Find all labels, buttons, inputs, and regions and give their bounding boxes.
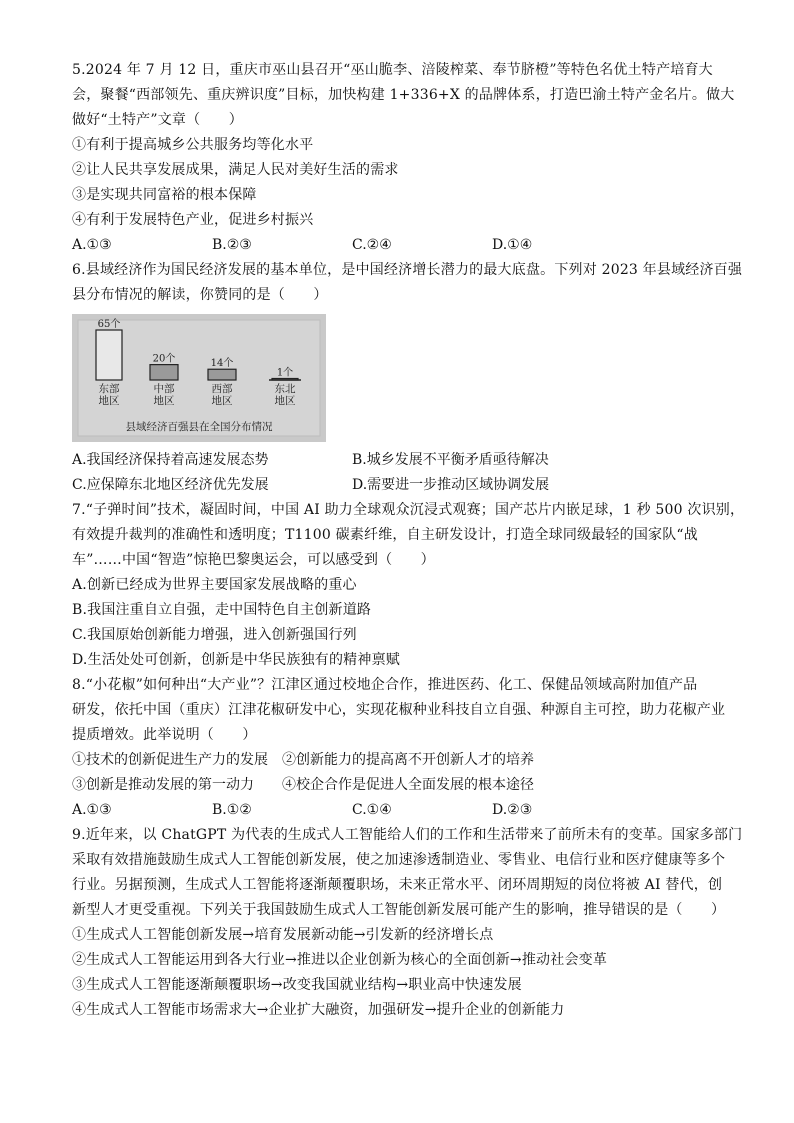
chart-category-label: 东北 xyxy=(274,383,296,395)
chart-category-label: 东部 xyxy=(98,383,120,395)
chart-bar xyxy=(150,365,178,380)
q9-item: ③生成式人工智能逐渐颠覆职场→改变我国就业结构→职业高中快速发展 xyxy=(72,977,522,993)
q8-stem-line: 提质增效。此举说明（ ） xyxy=(72,727,257,743)
county-distribution-chart xyxy=(72,314,326,442)
chart-bar xyxy=(96,330,122,380)
chart-bar xyxy=(208,369,236,380)
q5-option-b: B.②③ xyxy=(212,237,252,253)
q8-stem-line: 8.“小花椒”如何种出“大产业”？江津区通过校地企合作，推进医药、化工、保健品领域高附加值产品 xyxy=(72,677,698,693)
q8-item: ②创新能力的提高离不开创新人才的培养 xyxy=(282,752,534,768)
q9-stem-line: 行业。另据预测，生成式人工智能将逐渐颠覆职场，未来正常水平、闭环周期短的岗位将被 AI 替代，创 xyxy=(72,877,723,893)
q6-stem-line: 6.县域经济作为国民经济发展的基本单位，是中国经济增长潜力的最大底盘。下列对 2023 年县域经济百强 xyxy=(72,262,743,278)
chart-title: 县域经济百强县在全国分布情况 xyxy=(125,421,273,433)
chart-category-label: 地区 xyxy=(274,395,296,407)
q8-option-d: D.②③ xyxy=(492,802,533,818)
q7-option-c: C.我国原始创新能力增强，进入创新强国行列 xyxy=(72,627,357,643)
q5-item: ①有利于提高城乡公共服务均等化水平 xyxy=(72,137,314,153)
q5-item: ④有利于发展特色产业，促进乡村振兴 xyxy=(72,212,314,228)
q5-stem-line: 做好“土特产”文章（ ） xyxy=(72,112,243,128)
chart-value-label: 1个 xyxy=(276,367,294,379)
q6-option-d: D.需要进一步推动区域协调发展 xyxy=(352,477,550,493)
q6-stem-line: 县分布情况的解读，你赞同的是（ ） xyxy=(72,287,328,303)
q6-option-c: C.应保障东北地区经济优先发展 xyxy=(72,477,269,493)
question-9 xyxy=(72,823,743,1023)
q9-item: ④生成式人工智能市场需求大→企业扩大融资，加强研发→提升企业的创新能力 xyxy=(72,1002,565,1018)
q8-item: ④校企合作是促进人全面发展的根本途径 xyxy=(282,777,534,793)
q7-option-b: B.我国注重自立自强，走中国特色自主创新道路 xyxy=(72,602,372,618)
question-6 xyxy=(72,258,743,498)
q5-option-c: C.②④ xyxy=(352,237,392,253)
q6-options-row-1 xyxy=(72,448,722,473)
q5-options xyxy=(72,233,722,258)
q8-option-c: C.①④ xyxy=(352,802,392,818)
q7-stem-line: 有效提升裁判的准确性和透明度；T1100 碳素纤维，自主研发设计，打造全球同级最轻的国家队“战 xyxy=(72,527,698,543)
q5-item: ②让人民共享发展成果，满足人民对美好生活的需求 xyxy=(72,162,399,178)
q5-option-a: A.①③ xyxy=(72,237,112,253)
chart-category-label: 中部 xyxy=(153,383,175,395)
question-7 xyxy=(72,498,745,673)
chart-category-label: 地区 xyxy=(211,395,233,407)
q7-option-a: A.创新已经成为世界主要国家发展战略的重心 xyxy=(72,577,357,593)
q9-item: ②生成式人工智能运用到各大行业→推进以企业创新为核心的全面创新→推动社会变革 xyxy=(72,952,608,968)
q8-stem-line: 研发，依托中国（重庆）江津花椒研发中心，实现花椒种业科技自立自强、种源自主可控，助力花椒产业 xyxy=(72,702,726,718)
q6-option-a: A.我国经济保持着高速发展态势 xyxy=(72,452,269,468)
chart-canvas xyxy=(72,314,326,442)
q8-item: ①技术的创新促进生产力的发展 xyxy=(72,752,268,768)
q9-item: ①生成式人工智能创新发展→培育发展新动能→引发新的经济增长点 xyxy=(72,927,494,943)
q7-stem-line: 7.“子弹时间”技术，凝固时间，中国 AI 助力全球观众沉浸式观赛；国产芯片内嵌足球，1 秒 500 次识别， xyxy=(72,502,745,518)
q9-stem-line: 采取有效措施鼓励生成式人工智能创新发展，使之加速渗透制造业、零售业、电信行业和医疗健康等多个 xyxy=(72,852,726,868)
q8-option-a: A.①③ xyxy=(72,802,112,818)
chart-category-label: 地区 xyxy=(98,395,120,407)
q6-options-row-2 xyxy=(72,473,722,498)
q7-option-d: D.生活处处可创新，创新是中华民族独有的精神禀赋 xyxy=(72,652,400,668)
q8-items-row-1 xyxy=(72,748,722,773)
q5-stem-line: 会，聚餐“西部领先、重庆辨识度”目标，加快构建 1+336+X 的品牌体系，打造巴渝土特产金名片。做大 xyxy=(72,87,735,103)
q5-option-d: D.①④ xyxy=(492,237,533,253)
q9-stem-line: 9.近年来，以 ChatGPT 为代表的生成式人工智能给人们的工作和生活带来了前所未有的变革。国家多部门 xyxy=(72,827,743,843)
q6-option-b: B.城乡发展不平衡矛盾亟待解决 xyxy=(352,452,549,468)
chart-category-label: 地区 xyxy=(153,395,175,407)
exam-page xyxy=(72,58,745,1023)
q5-stem-line: 5.2024 年 7 月 12 日，重庆市巫山县召开“巫山脆李、涪陵榨菜、奉节脐橙”等特色名优土特产培育大 xyxy=(72,62,713,78)
chart-value-label: 65个 xyxy=(97,319,121,330)
question-5 xyxy=(72,58,735,258)
chart-value-label: 20个 xyxy=(152,353,176,365)
q8-options xyxy=(72,798,722,823)
chart-value-label: 14个 xyxy=(210,358,234,370)
q9-stem-line: 新型人才更受重视。下列关于我国鼓励生成式人工智能创新发展可能产生的影响，推导错误的是（ ） xyxy=(72,902,726,918)
question-8 xyxy=(72,673,726,823)
q8-item: ③创新是推动发展的第一动力 xyxy=(72,777,254,793)
q5-item: ③是实现共同富裕的根本保障 xyxy=(72,187,257,203)
q8-option-b: B.①② xyxy=(212,802,252,818)
q7-stem-line: 车”……中国“智造”惊艳巴黎奥运会，可以感受到（ ） xyxy=(72,552,435,568)
q8-items-row-2 xyxy=(72,773,722,798)
chart-category-label: 西部 xyxy=(211,383,233,395)
